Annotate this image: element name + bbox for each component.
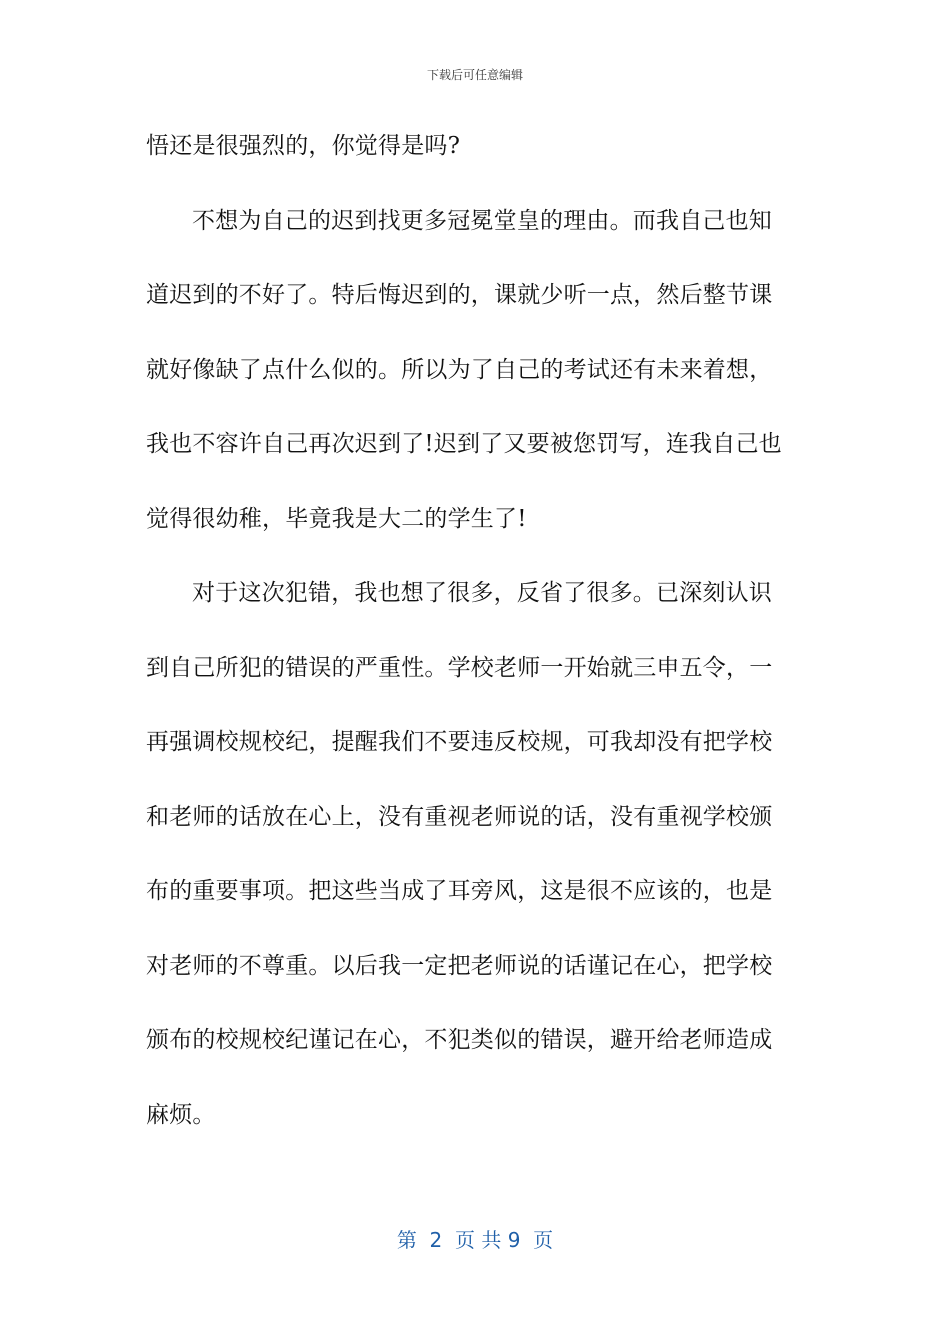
document-body — [146, 124, 810, 1167]
paragraph-line: 悟还是很强烈的，你觉得是吗? — [146, 133, 461, 159]
page-header: 下载后可任意编辑 — [426, 68, 523, 82]
paragraph-line: 布的重要事项。把这些当成了耳旁风，这是很不应该的，也是 — [146, 878, 773, 904]
paragraph-line: 和老师的话放在心上，没有重视老师说的话，没有重视学校颁 — [146, 803, 773, 830]
page-number-footer: 第 2 页 共 9 页 — [396, 1228, 554, 1252]
paragraph-line: 我也不容许自己再次迟到了!迟到了又要被您罚写，连我自己也 — [146, 431, 782, 457]
paragraph-line: 到自己所犯的错误的严重性。学校老师一开始就三申五令，一 — [146, 654, 773, 681]
paragraph-line: 麻烦。 — [146, 1101, 216, 1128]
paragraph-line: 觉得很幼稚，毕竟我是大二的学生了! — [146, 505, 527, 532]
paragraph-line: 对于这次犯错，我也想了很多，反省了很多。已深刻认识 — [192, 580, 772, 606]
paragraph-line: 不想为自己的迟到找更多冠冕堂皇的理由。而我自己也知 — [192, 207, 772, 234]
paragraph-line: 再强调校规校纪，提醒我们不要违反校规，可我却没有把学校 — [146, 729, 773, 755]
paragraph-line: 颁布的校规校纪谨记在心，不犯类似的错误，避开给老师造成 — [146, 1027, 773, 1053]
paragraph-line: 对老师的不尊重。以后我一定把老师说的话谨记在心，把学校 — [146, 952, 773, 979]
paragraph-line: 道迟到的不好了。特后悔迟到的，课就少听一点，然后整节课 — [146, 282, 773, 308]
paragraph-line: 就好像缺了点什么似的。所以为了自己的考试还有未来着想， — [146, 356, 773, 383]
